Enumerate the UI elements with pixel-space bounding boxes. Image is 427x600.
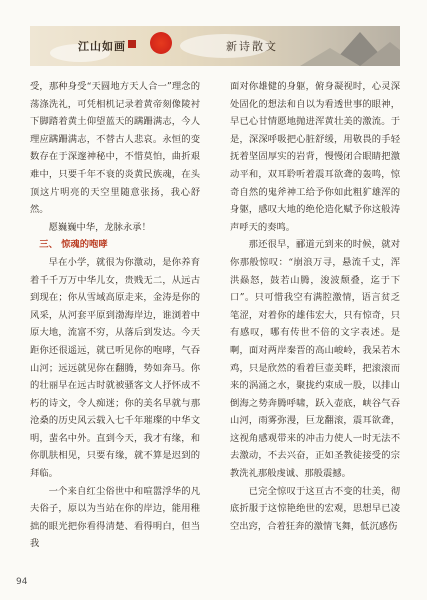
paragraph: 已完全惊叹于这亘古不变的壮美，彻底折服于这惊艳绝世的宏观，思想早已凌空出窍，合着狂奔的激情飞舞，低沉感伤 xyxy=(230,485,400,532)
page-number: 94 xyxy=(16,577,28,587)
paragraph: 早在小学，就很为你激动，是你养育着千千万万中华儿女，贵贱无二，从远古到现在；你从雪域高原走来，金涛是你的风采，从河套平原到渤海岸边，谁浏着中原大地，流富不穷，从落后到发达。今天距你还很遥远，就已听见你的咆哮，气吞山河；远远就见你在翻腾，势如奔马。你的壮丽早在远古时就被骚客文人抒怀成不朽的诗文，令人痴迷；你的美名早就与那沧桑的历史风云载入七千年璀璨的中华文明，蜚名中外。直到今天，我才有缘，和你肌肤相见，只要有缘，就不算是迟到的拜临。 xyxy=(30,256,200,480)
mountain-decoration xyxy=(300,48,360,66)
mountain-decoration xyxy=(360,42,400,66)
paragraph: 那还很早，郦道元到来的时候，就对你那般惊叹：“崩浪万寻，悬流千丈，浑洪赑怒，鼓若山腾，浚波颓叠，迄于下口”。只可惜我空有满腔激情，语言贫乏笔涩，对着你的雄伟宏大，只有惊奇，只有感叹，哪有传世不倍的文字表述。是啊，面对两岸秦晋的高山峻岭，我呆若木鸡，只是欣然的看着巨壶美畔，把滚滚而来的涡涌之水，聚拢约束成一股，以排山倒海之势奔腾呼啸，跃入壶底，峡谷气吞山河，雨雾弥漫，巨龙翻滚，震耳欲聋，这视角感观带来的冲击力使人一时无法不去激动，不去兴奋，正如圣教徒接受的宗教洗礼那般虔诚、那般震撼。 xyxy=(230,239,400,480)
red-sun-icon xyxy=(150,32,172,54)
paragraph: 愿巍巍中华，龙脉永承！ xyxy=(48,221,151,233)
left-text-column xyxy=(30,78,200,553)
seal-icon xyxy=(128,40,136,48)
paragraph: 一个来自红尘俗世中和喧嚣浮华的凡夫俗子，原以为当站在你的岸边，能用稚拙的眼光把你看得清楚、看得明白，但当我 xyxy=(30,485,200,550)
header-section-title: 新诗散文 xyxy=(226,40,278,53)
paragraph: 受，那种身受“天圆地方天人合一”理念的荡涤洗礼，可凭相机记录着黄帝刻像陵衬下脚踏着黄土仰望蓝天的蹒跚满志，今人理应蹒跚满志，不替古人悲哀。永恒的变数存在于深邃神秘中，不惜莫怕，曲折艰难中，只要千年不衰的炎黄民族魂，在头顶这片明亮的天空里随意张扬，我心舒然。 xyxy=(30,81,200,216)
section-heading: 三、 惊魂的咆哮 xyxy=(39,239,108,251)
page-header-banner xyxy=(30,26,400,66)
header-brand: 江山如画 xyxy=(78,40,126,53)
right-text-column xyxy=(230,78,400,535)
paragraph: 面对你雄健的身躯，俯身凝视时，心灵深处固化的想法和自以为看透世事的眼神，早已心甘情愿地抛进浑黄壮美的激流。于是，深深呼吸把心脏舒缓，用敬畏的手轻抚着坚固厚实的岩背，慢慢闭合眼睛把激动平和，双耳聆听着震耳欲聋的轰鸣，惊奇自然的鬼斧神工给予你如此粗犷雄浑的身躯，感叹大地的绝伦造化赋予你这般涛声呼天的奏鸣。 xyxy=(230,81,400,233)
